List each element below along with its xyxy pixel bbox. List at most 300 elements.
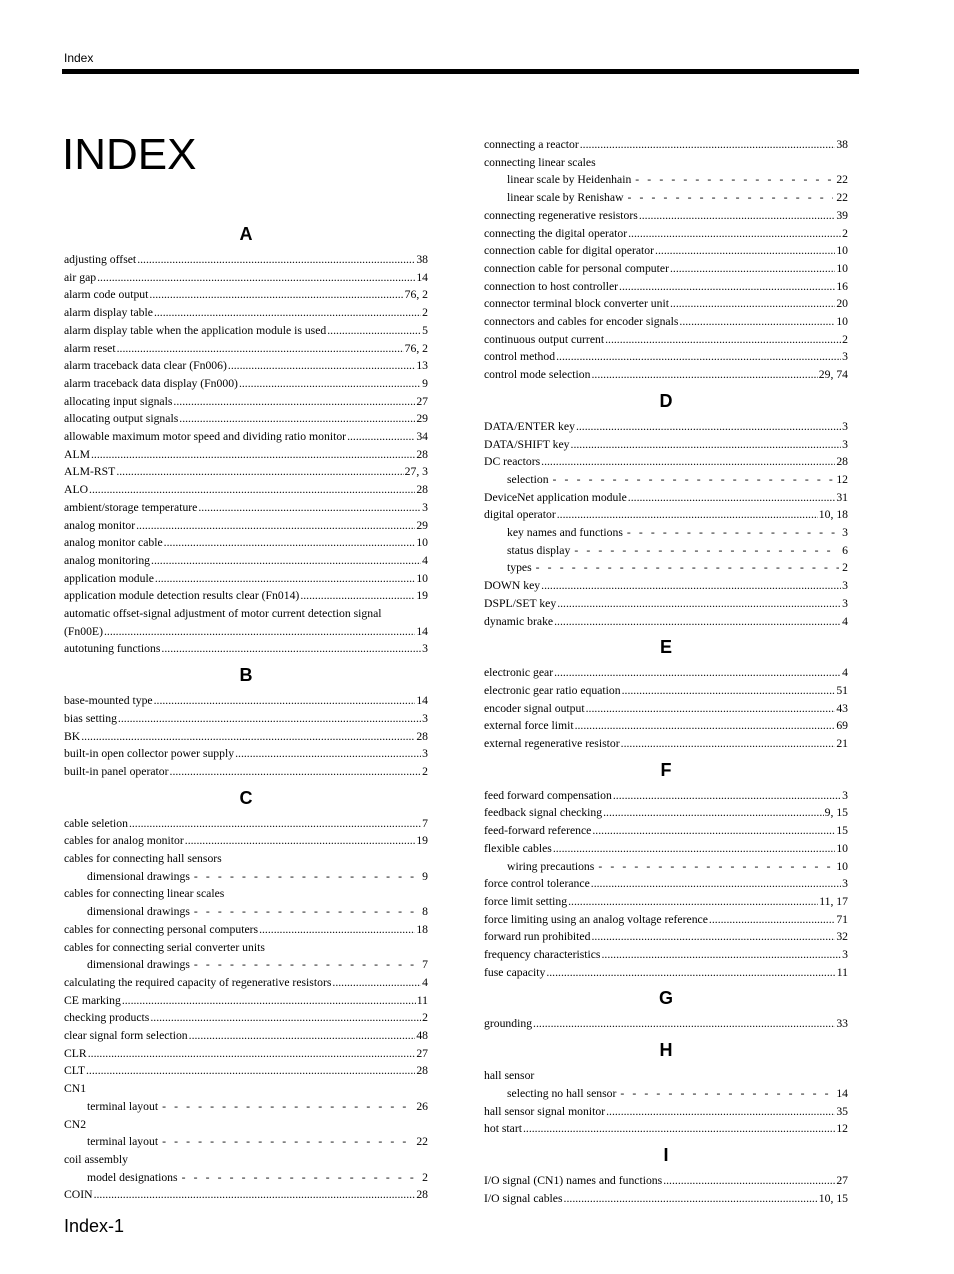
index-term: DOWN key bbox=[484, 579, 541, 593]
index-entry bbox=[64, 992, 428, 1009]
index-entry bbox=[64, 304, 428, 321]
index-entry bbox=[484, 822, 848, 839]
index-entry bbox=[484, 1103, 848, 1120]
index-entry bbox=[64, 375, 428, 392]
dot-leader bbox=[118, 710, 421, 727]
index-term: base-mounted type bbox=[64, 694, 153, 708]
dot-leader bbox=[627, 524, 839, 541]
dot-leader bbox=[161, 640, 421, 657]
index-section-letter: H bbox=[659, 1040, 673, 1061]
index-entry bbox=[64, 534, 428, 551]
dot-leader bbox=[239, 375, 421, 392]
index-term: CE marking bbox=[64, 993, 121, 1007]
index-term: digital operator bbox=[484, 508, 556, 522]
dot-leader bbox=[568, 893, 818, 910]
dot-leader bbox=[91, 446, 415, 463]
index-entry bbox=[484, 136, 848, 153]
index-term: air gap bbox=[64, 270, 97, 284]
index-page-ref: 28 bbox=[416, 729, 428, 743]
index-entry bbox=[484, 700, 848, 717]
index-entry bbox=[484, 242, 848, 259]
index-subentry bbox=[507, 1085, 848, 1102]
index-entry bbox=[64, 587, 428, 604]
index-page-ref: 51 bbox=[836, 683, 848, 697]
index-entry bbox=[64, 640, 428, 657]
index-term: DATA/SHIFT key bbox=[484, 437, 570, 451]
index-page-ref: 3 bbox=[842, 788, 848, 802]
dot-leader bbox=[129, 815, 421, 832]
index-term: linear scale by Heidenhain bbox=[507, 173, 632, 187]
index-term: ALM bbox=[64, 447, 90, 461]
index-entry bbox=[64, 517, 428, 534]
index-entry bbox=[484, 911, 848, 928]
index-page-ref: 10 bbox=[836, 244, 848, 258]
dot-leader bbox=[598, 858, 833, 875]
index-term: ALM-RST bbox=[64, 465, 116, 479]
index-entry bbox=[484, 418, 848, 435]
index-entry bbox=[64, 623, 428, 640]
dot-leader bbox=[591, 366, 817, 383]
dot-leader bbox=[104, 623, 415, 640]
index-term: feed-forward reference bbox=[484, 824, 592, 838]
index-term: built-in panel operator bbox=[64, 764, 169, 778]
dot-leader bbox=[601, 946, 841, 963]
index-page-ref: 28 bbox=[416, 447, 428, 461]
index-term: fuse capacity bbox=[484, 965, 546, 979]
index-entry bbox=[64, 1045, 428, 1062]
index-term: DATA/ENTER key bbox=[484, 419, 575, 433]
dot-leader bbox=[620, 1085, 833, 1102]
page-number: Index-1 bbox=[64, 1216, 125, 1236]
dot-leader bbox=[556, 348, 841, 365]
index-term: connector terminal block converter unit bbox=[484, 297, 669, 311]
index-entry bbox=[64, 815, 428, 832]
dot-leader bbox=[150, 1009, 421, 1026]
index-term: CLR bbox=[64, 1046, 87, 1060]
index-section-letter: I bbox=[663, 1144, 669, 1165]
index-term: feed forward compensation bbox=[484, 788, 612, 802]
dot-leader bbox=[300, 587, 415, 604]
index-page-ref: 22 bbox=[836, 191, 848, 205]
index-page-ref: 33 bbox=[836, 1017, 848, 1031]
index-subentry bbox=[507, 189, 848, 206]
index-term: ambient/storage temperature bbox=[64, 500, 198, 514]
index-entry bbox=[64, 269, 428, 286]
index-page-ref: 10, 15 bbox=[818, 1191, 848, 1205]
index-page-ref: 28 bbox=[416, 1064, 428, 1078]
index-page-ref: 22 bbox=[416, 1135, 428, 1149]
dot-leader bbox=[81, 728, 415, 745]
index-entry bbox=[64, 710, 428, 727]
index-entry bbox=[64, 974, 428, 991]
index-term: cables for connecting personal computers bbox=[64, 922, 259, 936]
index-heading-term: CN1 bbox=[64, 1082, 87, 1096]
index-entry bbox=[64, 1062, 428, 1079]
index-term: bias setting bbox=[64, 711, 117, 725]
index-entry bbox=[64, 745, 428, 762]
dot-leader bbox=[137, 251, 415, 268]
dot-leader bbox=[136, 517, 415, 534]
index-entry bbox=[484, 331, 848, 348]
dot-leader bbox=[655, 242, 835, 259]
index-term: external regenerative resistor bbox=[484, 737, 620, 750]
dot-leader bbox=[628, 489, 836, 506]
index-entry bbox=[484, 506, 848, 523]
index-heading-term: cables for connecting serial converter units bbox=[64, 940, 265, 954]
index-section-letter: F bbox=[660, 759, 672, 780]
dot-leader bbox=[86, 1062, 415, 1079]
index-entry bbox=[64, 446, 428, 463]
index-page-ref: 4 bbox=[842, 666, 848, 680]
dot-leader bbox=[591, 928, 835, 945]
index-page-ref: 2 bbox=[422, 764, 428, 778]
index-page-ref: 2 bbox=[422, 306, 428, 320]
index-page-ref: 11 bbox=[416, 993, 428, 1007]
index-term: continuous output current bbox=[484, 332, 605, 346]
index-page-ref: 10 bbox=[416, 571, 428, 585]
index-entry bbox=[484, 682, 848, 699]
index-term: frequency characteristics bbox=[484, 948, 601, 961]
index-page-ref: 76, 2 bbox=[404, 341, 428, 355]
index-page-ref: 19 bbox=[416, 589, 428, 603]
index-page-ref: 22 bbox=[836, 173, 848, 187]
dot-leader bbox=[194, 903, 419, 920]
index-term: checking products bbox=[64, 1011, 150, 1025]
index-page-ref: 4 bbox=[842, 614, 848, 628]
index-term: allocating input signals bbox=[64, 394, 173, 408]
index-page-ref: 14 bbox=[416, 694, 428, 708]
dot-leader bbox=[574, 542, 839, 559]
index-term: connecting a reactor bbox=[484, 138, 579, 151]
index-page-ref: 29 bbox=[416, 412, 428, 426]
dot-leader bbox=[173, 393, 415, 410]
index-page-ref: 6 bbox=[842, 543, 848, 557]
dot-leader bbox=[117, 340, 404, 357]
dot-leader bbox=[189, 1027, 416, 1044]
dot-leader bbox=[628, 225, 841, 242]
index-page-ref: 28 bbox=[416, 483, 428, 497]
dot-leader bbox=[553, 471, 834, 488]
index-page-ref: 8 bbox=[422, 905, 428, 919]
dot-leader bbox=[639, 207, 835, 224]
index-page-ref: 20 bbox=[836, 297, 848, 311]
index-page-ref: 10 bbox=[416, 536, 428, 550]
dot-leader bbox=[235, 745, 421, 762]
index-page-ref: 28 bbox=[836, 455, 848, 469]
dot-leader bbox=[554, 664, 841, 681]
index-term: types bbox=[507, 561, 532, 575]
index-page-ref: 4 bbox=[422, 975, 428, 989]
index-entry bbox=[484, 278, 848, 295]
dot-leader bbox=[182, 1169, 420, 1186]
index-page-ref: 11 bbox=[836, 965, 848, 979]
index-term: connection cable for digital operator bbox=[484, 244, 655, 258]
index-page-ref: 27 bbox=[416, 394, 428, 408]
index-page-ref: 9 bbox=[422, 376, 428, 390]
dot-leader bbox=[663, 1172, 835, 1189]
index-page-ref: 10, 18 bbox=[818, 508, 848, 522]
index-entry bbox=[64, 340, 428, 357]
index-term: alarm traceback data clear (Fn006) bbox=[64, 359, 227, 373]
index-entry bbox=[484, 928, 848, 945]
index-term: electronic gear bbox=[484, 666, 554, 680]
index-page-ref: 16 bbox=[836, 279, 848, 293]
index-page-ref: 10 bbox=[836, 841, 848, 855]
index-term: autotuning functions bbox=[64, 642, 161, 656]
index-term: dimensional drawings bbox=[87, 869, 190, 883]
index-section-letter: A bbox=[239, 224, 253, 244]
index-term: alarm traceback data display (Fn000) bbox=[64, 376, 238, 390]
index-entry bbox=[64, 1027, 428, 1044]
index-entry bbox=[64, 552, 428, 569]
index-entry bbox=[484, 840, 848, 857]
index-page-ref: 3 bbox=[842, 579, 848, 593]
page-title: INDEX bbox=[62, 130, 197, 179]
dot-leader bbox=[94, 1186, 416, 1203]
index-term: model designations bbox=[87, 1170, 178, 1184]
dot-leader bbox=[576, 418, 841, 435]
index-entry bbox=[64, 463, 428, 480]
index-page-ref: 18 bbox=[416, 922, 428, 936]
index-subentry bbox=[87, 868, 428, 885]
index-term: flexible cables bbox=[484, 841, 552, 855]
index-subentry bbox=[87, 956, 428, 973]
index-entry bbox=[484, 1172, 848, 1189]
dot-leader bbox=[347, 428, 415, 445]
index-entry bbox=[64, 393, 428, 410]
index-page-ref: 7 bbox=[422, 958, 428, 972]
dot-leader bbox=[557, 595, 841, 612]
index-page-ref: 3 bbox=[422, 711, 428, 725]
index-term: key names and functions bbox=[507, 526, 623, 539]
index-page-ref: 3 bbox=[842, 350, 848, 364]
index-entry bbox=[484, 804, 848, 821]
index-page-ref: 10 bbox=[836, 859, 848, 873]
dot-leader bbox=[557, 506, 818, 523]
index-term: adjusting offset bbox=[64, 253, 137, 266]
index-term: encoder signal output bbox=[484, 701, 585, 715]
index-page-ref: 38 bbox=[836, 138, 848, 151]
index-term: analog monitor cable bbox=[64, 536, 163, 550]
index-entry bbox=[64, 570, 428, 587]
dot-leader bbox=[88, 1045, 416, 1062]
index-entry bbox=[64, 1009, 428, 1026]
dot-leader bbox=[198, 499, 421, 516]
index-term: analog monitoring bbox=[64, 553, 151, 567]
dot-leader bbox=[591, 875, 841, 892]
index-page-ref: 3 bbox=[422, 642, 428, 656]
running-head: Index bbox=[64, 51, 94, 65]
index-term: ALO bbox=[64, 483, 89, 497]
index-subentry bbox=[507, 858, 848, 875]
dot-leader bbox=[605, 331, 841, 348]
index-section-letter: D bbox=[659, 390, 673, 411]
index-term: built-in open collector power supply bbox=[64, 747, 235, 761]
index-section-letter: B bbox=[239, 665, 253, 686]
index-page-ref: 2 bbox=[422, 1011, 428, 1025]
index-term: selecting no hall sensor bbox=[507, 1086, 617, 1100]
dot-leader bbox=[162, 1133, 413, 1150]
index-entry bbox=[64, 251, 428, 268]
index-entry bbox=[64, 763, 428, 780]
index-heading-term: automatic offset-signal adjustment of motor current detection signal bbox=[64, 607, 382, 620]
index-page-ref: 15 bbox=[836, 824, 848, 838]
dot-leader bbox=[89, 481, 415, 498]
index-term: allowable maximum motor speed and dividing ratio monitor bbox=[64, 430, 347, 443]
index-page-ref: 10 bbox=[836, 315, 848, 328]
index-term: DC reactors bbox=[484, 455, 541, 469]
dot-leader bbox=[575, 717, 836, 734]
index-term: connecting the digital operator bbox=[484, 226, 628, 240]
index-section-letter: G bbox=[658, 988, 673, 1009]
dot-leader bbox=[554, 613, 841, 630]
index-page-ref: 14 bbox=[416, 624, 428, 638]
dot-leader bbox=[533, 1015, 835, 1032]
index-page-ref: 29 bbox=[416, 518, 428, 532]
index-term: selection bbox=[507, 472, 549, 486]
index-page-ref: 3 bbox=[842, 877, 848, 891]
index-page-ref: 2 bbox=[842, 226, 848, 240]
index-term: application module detection results clear (Fn014) bbox=[64, 589, 300, 603]
dot-leader bbox=[332, 974, 421, 991]
index-entry bbox=[484, 207, 848, 224]
dot-leader bbox=[170, 763, 422, 780]
index-term: forward run prohibited bbox=[484, 930, 591, 944]
dot-leader bbox=[586, 700, 836, 717]
index-term: grounding bbox=[484, 1017, 533, 1031]
index-heading-term: cables for connecting hall sensors bbox=[64, 852, 222, 865]
index-entry bbox=[484, 348, 848, 365]
index-page-ref: 11, 17 bbox=[819, 894, 848, 908]
index-entry bbox=[64, 322, 428, 339]
index-term: feedback signal checking bbox=[484, 806, 603, 820]
index-entry bbox=[484, 664, 848, 681]
index-page-ref: 7 bbox=[422, 816, 428, 830]
dot-leader bbox=[151, 552, 421, 569]
index-entry bbox=[64, 728, 428, 745]
dot-leader bbox=[155, 570, 415, 587]
index-term: cables for analog monitor bbox=[64, 834, 184, 848]
index-subentry bbox=[507, 559, 848, 576]
index-page-ref: 14 bbox=[836, 1086, 848, 1100]
index-term: dimensional drawings bbox=[87, 958, 190, 972]
index-entry bbox=[484, 366, 848, 383]
dot-leader bbox=[580, 136, 836, 153]
dot-leader bbox=[194, 956, 419, 973]
index-entry bbox=[484, 595, 848, 612]
index-page-ref: 28 bbox=[416, 1188, 428, 1202]
dot-leader bbox=[194, 868, 419, 885]
index-term: terminal layout bbox=[87, 1135, 159, 1149]
dot-leader bbox=[635, 171, 833, 188]
index-term: I/O signal (CN1) names and functions bbox=[484, 1173, 663, 1187]
index-heading-term: CN2 bbox=[64, 1117, 87, 1131]
index-term: connecting regenerative resistors bbox=[484, 208, 638, 222]
dot-leader bbox=[670, 260, 835, 277]
index-heading-term: connecting linear scales bbox=[484, 155, 596, 169]
index-page-ref: 76, 2 bbox=[404, 288, 428, 302]
index-page-ref: 2 bbox=[842, 561, 848, 575]
dot-leader bbox=[613, 787, 841, 804]
index-entry bbox=[484, 295, 848, 312]
index-term: control mode selection bbox=[484, 368, 591, 382]
index-page-ref: 35 bbox=[836, 1104, 848, 1118]
index-entry bbox=[484, 313, 848, 330]
index-page-ref: 3 bbox=[422, 747, 428, 761]
dot-leader bbox=[179, 410, 415, 427]
index-heading-term: hall sensor bbox=[484, 1069, 535, 1083]
index-page-ref: 12 bbox=[836, 472, 848, 486]
index-term: DeviceNet application module bbox=[484, 490, 627, 504]
index-page-ref: 38 bbox=[416, 253, 428, 266]
index-page-ref: 10 bbox=[836, 261, 848, 275]
index-entry bbox=[484, 964, 848, 981]
index-section-letter: C bbox=[239, 787, 253, 808]
index-term: clear signal form selection bbox=[64, 1029, 188, 1042]
dot-leader bbox=[523, 1120, 835, 1137]
index-entry bbox=[64, 921, 428, 938]
index-page-ref: 13 bbox=[416, 359, 428, 373]
index-page-ref: 69 bbox=[836, 719, 848, 733]
index-term: alarm display table bbox=[64, 306, 153, 320]
index-page-ref: 2 bbox=[842, 332, 848, 346]
index-term: hall sensor signal monitor bbox=[484, 1104, 606, 1118]
index-term: application module bbox=[64, 571, 154, 585]
dot-leader bbox=[679, 313, 835, 330]
index-page-ref: 12 bbox=[836, 1122, 848, 1136]
dot-leader bbox=[709, 911, 835, 928]
index-page-ref: 3 bbox=[842, 437, 848, 451]
index-term: (Fn00E) bbox=[64, 624, 103, 638]
dot-leader bbox=[327, 322, 421, 339]
index-entry bbox=[484, 489, 848, 506]
index-entry bbox=[484, 453, 848, 470]
index-heading-term: cables for connecting linear scales bbox=[64, 887, 225, 901]
index-entry bbox=[64, 428, 428, 445]
dot-leader bbox=[116, 463, 403, 480]
index-page-ref: 14 bbox=[416, 270, 428, 284]
index-entry bbox=[64, 286, 428, 303]
dot-leader bbox=[619, 278, 835, 295]
dot-leader bbox=[149, 286, 403, 303]
index-page-ref: 4 bbox=[422, 553, 428, 567]
dot-leader bbox=[185, 832, 416, 849]
index-term: analog monitor bbox=[64, 518, 136, 532]
index-page-ref: 48 bbox=[416, 1029, 428, 1042]
index-entry bbox=[484, 717, 848, 734]
index-entry bbox=[64, 692, 428, 709]
index-entry bbox=[64, 832, 428, 849]
index-term: CLT bbox=[64, 1064, 85, 1078]
index-subentry bbox=[87, 1169, 428, 1186]
dot-leader bbox=[606, 1103, 835, 1120]
dot-leader bbox=[546, 964, 835, 981]
index-entry bbox=[484, 577, 848, 594]
index-subentry bbox=[507, 171, 848, 188]
index-page-ref: 31 bbox=[836, 490, 848, 504]
index-term: electronic gear ratio equation bbox=[484, 683, 621, 697]
index-term: connectors and cables for encoder signals bbox=[484, 315, 679, 328]
index-term: external force limit bbox=[484, 719, 574, 733]
index-subentry bbox=[87, 1133, 428, 1150]
index-page-ref: 34 bbox=[416, 430, 428, 443]
dot-leader bbox=[603, 804, 824, 821]
index-term: connection cable for personal computer bbox=[484, 261, 669, 275]
index-term: dynamic brake bbox=[484, 614, 554, 628]
dot-leader bbox=[536, 559, 839, 576]
index-term: linear scale by Renishaw bbox=[507, 191, 624, 205]
index-term: hot start bbox=[484, 1122, 522, 1136]
